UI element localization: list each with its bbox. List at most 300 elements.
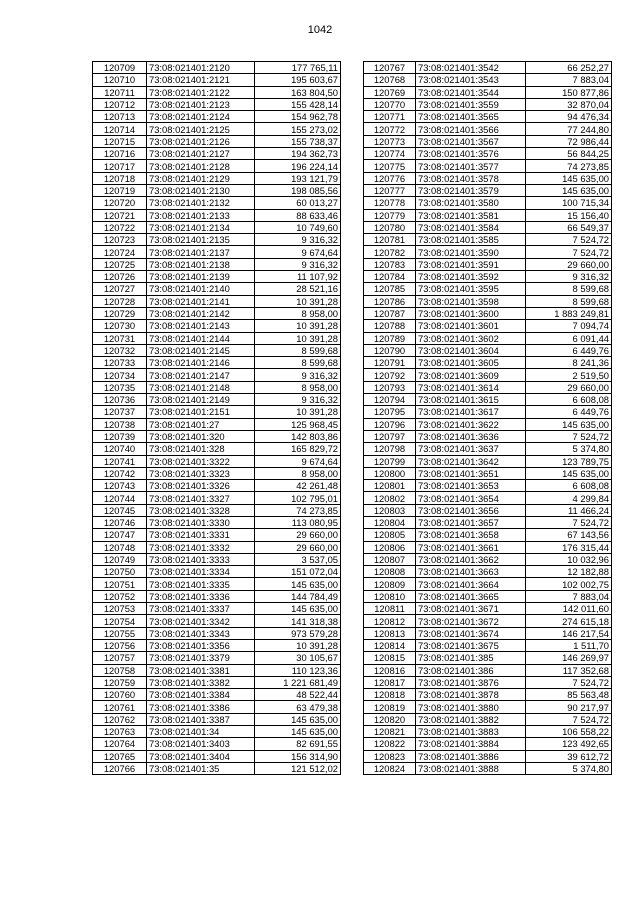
table-row <box>93 123 341 135</box>
cadastral-number-cell: 73:08:021401:2142 <box>147 307 255 319</box>
cadastral-number-cell: 73:08:021401:3601 <box>416 320 526 332</box>
cadastral-number-cell: 73:08:021401:328 <box>147 443 255 455</box>
table-row <box>364 762 612 774</box>
value-cell: 9 316,32 <box>255 234 341 246</box>
value-cell: 2 519,50 <box>526 369 612 381</box>
row-number-cell: 120743 <box>93 480 147 492</box>
cadastral-number-cell: 73:08:021401:2149 <box>147 394 255 406</box>
cadastral-number-cell: 73:08:021401:3886 <box>416 750 526 762</box>
table-row <box>93 480 341 492</box>
cadastral-number-cell: 73:08:021401:3384 <box>147 689 255 701</box>
right-cadastral-table <box>363 61 612 775</box>
cadastral-number-cell: 73:08:021401:2148 <box>147 381 255 393</box>
row-number-cell: 120733 <box>93 357 147 369</box>
cadastral-number-cell: 73:08:021401:3878 <box>416 689 526 701</box>
value-cell: 1 511,70 <box>526 639 612 651</box>
row-number-cell: 120718 <box>93 172 147 184</box>
row-number-cell: 120806 <box>364 541 416 553</box>
cadastral-number-cell: 73:08:021401:3322 <box>147 455 255 467</box>
row-number-cell: 120809 <box>364 578 416 590</box>
table-row <box>364 394 612 406</box>
table-row <box>364 467 612 479</box>
value-cell: 7 524,72 <box>526 234 612 246</box>
cadastral-number-cell: 73:08:021401:3671 <box>416 603 526 615</box>
row-number-cell: 120801 <box>364 480 416 492</box>
table-row <box>364 320 612 332</box>
value-cell: 6 608,08 <box>526 480 612 492</box>
value-cell: 9 316,32 <box>255 369 341 381</box>
row-number-cell: 120777 <box>364 184 416 196</box>
row-number-cell: 120769 <box>364 86 416 98</box>
cadastral-number-cell: 73:08:021401:2128 <box>147 160 255 172</box>
table-row <box>364 332 612 344</box>
table-row <box>93 209 341 221</box>
table-row <box>93 713 341 725</box>
value-cell: 9 674,64 <box>255 455 341 467</box>
cadastral-number-cell: 73:08:021401:3882 <box>416 713 526 725</box>
cadastral-number-cell: 73:08:021401:2134 <box>147 221 255 233</box>
cadastral-number-cell: 73:08:021401:2132 <box>147 197 255 209</box>
cadastral-number-cell: 73:08:021401:34 <box>147 726 255 738</box>
table-row <box>93 689 341 701</box>
row-number-cell: 120770 <box>364 98 416 110</box>
row-number-cell: 120810 <box>364 590 416 602</box>
table-row <box>93 258 341 270</box>
value-cell: 145 635,00 <box>526 172 612 184</box>
cadastral-number-cell: 73:08:021401:3591 <box>416 258 526 270</box>
table-row <box>364 148 612 160</box>
row-number-cell: 120803 <box>364 504 416 516</box>
table-row <box>364 184 612 196</box>
table-row <box>364 406 612 418</box>
value-cell: 5 374,80 <box>526 762 612 774</box>
table-row <box>364 541 612 553</box>
row-number-cell: 120761 <box>93 701 147 713</box>
table-row <box>364 578 612 590</box>
row-number-cell: 120814 <box>364 639 416 651</box>
cadastral-number-cell: 73:08:021401:3578 <box>416 172 526 184</box>
cadastral-number-cell: 73:08:021401:3580 <box>416 197 526 209</box>
value-cell: 7 883,04 <box>526 590 612 602</box>
row-number-cell: 120730 <box>93 320 147 332</box>
row-number-cell: 120755 <box>93 627 147 639</box>
cadastral-number-cell: 73:08:021401:2146 <box>147 357 255 369</box>
value-cell: 29 660,00 <box>255 529 341 541</box>
row-number-cell: 120756 <box>93 639 147 651</box>
table-row <box>93 701 341 713</box>
row-number-cell: 120726 <box>93 271 147 283</box>
row-number-cell: 120822 <box>364 738 416 750</box>
row-number-cell: 120742 <box>93 467 147 479</box>
value-cell: 144 784,49 <box>255 590 341 602</box>
cadastral-number-cell: 73:08:021401:3604 <box>416 344 526 356</box>
value-cell: 151 072,04 <box>255 566 341 578</box>
row-number-cell: 120762 <box>93 713 147 725</box>
left-cadastral-table <box>92 61 341 775</box>
row-number-cell: 120764 <box>93 738 147 750</box>
table-row <box>93 160 341 172</box>
table-row <box>93 246 341 258</box>
table-row <box>364 160 612 172</box>
table-row <box>364 123 612 135</box>
row-number-cell: 120772 <box>364 123 416 135</box>
row-number-cell: 120728 <box>93 295 147 307</box>
cadastral-number-cell: 73:08:021401:3675 <box>416 639 526 651</box>
row-number-cell: 120774 <box>364 148 416 160</box>
value-cell: 125 968,45 <box>255 418 341 430</box>
cadastral-number-cell: 73:08:021401:2129 <box>147 172 255 184</box>
value-cell: 193 121,79 <box>255 172 341 184</box>
table-row <box>93 541 341 553</box>
value-cell: 1 883 249,81 <box>526 307 612 319</box>
table-row <box>364 529 612 541</box>
cadastral-number-cell: 73:08:021401:3543 <box>416 74 526 86</box>
table-row <box>93 750 341 762</box>
table-row <box>93 98 341 110</box>
value-cell: 145 635,00 <box>526 467 612 479</box>
table-row <box>364 750 612 762</box>
row-number-cell: 120789 <box>364 332 416 344</box>
cadastral-number-cell: 73:08:021401:3404 <box>147 750 255 762</box>
table-row <box>93 726 341 738</box>
cadastral-number-cell: 73:08:021401:3567 <box>416 135 526 147</box>
value-cell: 146 269,97 <box>526 652 612 664</box>
table-row <box>93 578 341 590</box>
table-row <box>93 455 341 467</box>
value-cell: 8 599,68 <box>526 295 612 307</box>
cadastral-number-cell: 73:08:021401:2126 <box>147 135 255 147</box>
cadastral-number-cell: 73:08:021401:2139 <box>147 271 255 283</box>
row-number-cell: 120766 <box>93 762 147 774</box>
cadastral-number-cell: 73:08:021401:3387 <box>147 713 255 725</box>
cadastral-number-cell: 73:08:021401:2122 <box>147 86 255 98</box>
row-number-cell: 120787 <box>364 307 416 319</box>
table-row <box>93 394 341 406</box>
value-cell: 82 691,55 <box>255 738 341 750</box>
value-cell: 42 261,48 <box>255 480 341 492</box>
row-number-cell: 120807 <box>364 553 416 565</box>
value-cell: 102 002,75 <box>526 578 612 590</box>
value-cell: 8 958,00 <box>255 381 341 393</box>
cadastral-number-cell: 73:08:021401:3382 <box>147 676 255 688</box>
table-row <box>93 357 341 369</box>
value-cell: 102 795,01 <box>255 492 341 504</box>
cadastral-number-cell: 73:08:021401:3336 <box>147 590 255 602</box>
cadastral-number-cell: 73:08:021401:2130 <box>147 184 255 196</box>
cadastral-number-cell: 73:08:021401:2120 <box>147 62 255 74</box>
value-cell: 7 524,72 <box>526 430 612 442</box>
cadastral-number-cell: 73:08:021401:2127 <box>147 148 255 160</box>
table-row <box>364 98 612 110</box>
row-number-cell: 120778 <box>364 197 416 209</box>
cadastral-number-cell: 73:08:021401:3381 <box>147 664 255 676</box>
cadastral-number-cell: 73:08:021401:3653 <box>416 480 526 492</box>
row-number-cell: 120800 <box>364 467 416 479</box>
value-cell: 6 608,08 <box>526 394 612 406</box>
row-number-cell: 120815 <box>364 652 416 664</box>
table-row <box>364 676 612 688</box>
table-row <box>93 307 341 319</box>
cadastral-number-cell: 73:08:021401:3581 <box>416 209 526 221</box>
row-number-cell: 120720 <box>93 197 147 209</box>
value-cell: 56 844,25 <box>526 148 612 160</box>
cadastral-number-cell: 73:08:021401:2140 <box>147 283 255 295</box>
row-number-cell: 120723 <box>93 234 147 246</box>
row-number-cell: 120811 <box>364 603 416 615</box>
row-number-cell: 120758 <box>93 664 147 676</box>
row-number-cell: 120802 <box>364 492 416 504</box>
cadastral-number-cell: 73:08:021401:3342 <box>147 615 255 627</box>
value-cell: 74 273,85 <box>255 504 341 516</box>
row-number-cell: 120721 <box>93 209 147 221</box>
row-number-cell: 120759 <box>93 676 147 688</box>
table-row <box>364 111 612 123</box>
table-row <box>93 86 341 98</box>
table-row <box>364 443 612 455</box>
value-cell: 142 803,86 <box>255 430 341 442</box>
table-row <box>93 590 341 602</box>
value-cell: 154 962,78 <box>255 111 341 123</box>
row-number-cell: 120734 <box>93 369 147 381</box>
row-number-cell: 120816 <box>364 664 416 676</box>
value-cell: 123 492,65 <box>526 738 612 750</box>
table-row <box>364 62 612 74</box>
row-number-cell: 120804 <box>364 516 416 528</box>
row-number-cell: 120820 <box>364 713 416 725</box>
cadastral-number-cell: 73:08:021401:2145 <box>147 344 255 356</box>
value-cell: 973 579,28 <box>255 627 341 639</box>
cadastral-number-cell: 73:08:021401:2125 <box>147 123 255 135</box>
row-number-cell: 120738 <box>93 418 147 430</box>
value-cell: 74 273,85 <box>526 160 612 172</box>
table-row <box>364 590 612 602</box>
row-number-cell: 120818 <box>364 689 416 701</box>
value-cell: 9 316,32 <box>255 394 341 406</box>
cadastral-number-cell: 73:08:021401:3328 <box>147 504 255 516</box>
table-row <box>93 172 341 184</box>
value-cell: 77 244,80 <box>526 123 612 135</box>
row-number-cell: 120750 <box>93 566 147 578</box>
table-row <box>93 295 341 307</box>
cadastral-number-cell: 73:08:021401:2137 <box>147 246 255 258</box>
row-number-cell: 120716 <box>93 148 147 160</box>
row-number-cell: 120813 <box>364 627 416 639</box>
cadastral-number-cell: 73:08:021401:2147 <box>147 369 255 381</box>
table-row <box>364 283 612 295</box>
value-cell: 117 352,68 <box>526 664 612 676</box>
row-number-cell: 120739 <box>93 430 147 442</box>
value-cell: 145 635,00 <box>255 726 341 738</box>
table-row <box>93 369 341 381</box>
row-number-cell: 120776 <box>364 172 416 184</box>
row-number-cell: 120771 <box>364 111 416 123</box>
cadastral-number-cell: 73:08:021401:3579 <box>416 184 526 196</box>
value-cell: 155 738,37 <box>255 135 341 147</box>
value-cell: 11 466,24 <box>526 504 612 516</box>
row-number-cell: 120791 <box>364 357 416 369</box>
table-row <box>364 418 612 430</box>
table-row <box>93 332 341 344</box>
table-row <box>364 172 612 184</box>
table-row <box>93 418 341 430</box>
table-row <box>93 135 341 147</box>
value-cell: 67 143,56 <box>526 529 612 541</box>
cadastral-number-cell: 73:08:021401:3674 <box>416 627 526 639</box>
cadastral-number-cell: 73:08:021401:3614 <box>416 381 526 393</box>
table-row <box>93 676 341 688</box>
table-row <box>93 492 341 504</box>
cadastral-number-cell: 73:08:021401:3637 <box>416 443 526 455</box>
value-cell: 8 599,68 <box>255 357 341 369</box>
row-number-cell: 120798 <box>364 443 416 455</box>
value-cell: 7 524,72 <box>526 246 612 258</box>
row-number-cell: 120709 <box>93 62 147 74</box>
cadastral-number-cell: 73:08:021401:2138 <box>147 258 255 270</box>
row-number-cell: 120786 <box>364 295 416 307</box>
row-number-cell: 120745 <box>93 504 147 516</box>
row-number-cell: 120785 <box>364 283 416 295</box>
cadastral-number-cell: 73:08:021401:3672 <box>416 615 526 627</box>
row-number-cell: 120794 <box>364 394 416 406</box>
cadastral-number-cell: 73:08:021401:3334 <box>147 566 255 578</box>
cadastral-number-cell: 73:08:021401:386 <box>416 664 526 676</box>
row-number-cell: 120732 <box>93 344 147 356</box>
table-row <box>364 86 612 98</box>
cadastral-number-cell: 73:08:021401:3403 <box>147 738 255 750</box>
value-cell: 29 660,00 <box>255 541 341 553</box>
cadastral-number-cell: 73:08:021401:3600 <box>416 307 526 319</box>
row-number-cell: 120792 <box>364 369 416 381</box>
cadastral-number-cell: 73:08:021401:2151 <box>147 406 255 418</box>
table-row <box>93 762 341 774</box>
row-number-cell: 120712 <box>93 98 147 110</box>
page-number: 1042 <box>307 24 333 36</box>
row-number-cell: 120767 <box>364 62 416 74</box>
value-cell: 4 299,84 <box>526 492 612 504</box>
value-cell: 8 599,68 <box>526 283 612 295</box>
cadastral-number-cell: 73:08:021401:3654 <box>416 492 526 504</box>
cadastral-number-cell: 73:08:021401:2143 <box>147 320 255 332</box>
value-cell: 10 749,60 <box>255 221 341 233</box>
cadastral-number-cell: 73:08:021401:3880 <box>416 701 526 713</box>
table-row <box>93 566 341 578</box>
row-number-cell: 120783 <box>364 258 416 270</box>
cadastral-number-cell: 73:08:021401:3584 <box>416 221 526 233</box>
cadastral-number-cell: 73:08:021401:3332 <box>147 541 255 553</box>
row-number-cell: 120753 <box>93 603 147 615</box>
table-row <box>364 553 612 565</box>
value-cell: 195 603,67 <box>255 74 341 86</box>
row-number-cell: 120735 <box>93 381 147 393</box>
row-number-cell: 120713 <box>93 111 147 123</box>
table-row <box>93 639 341 651</box>
row-number-cell: 120744 <box>93 492 147 504</box>
row-number-cell: 120821 <box>364 726 416 738</box>
cadastral-number-cell: 73:08:021401:3323 <box>147 467 255 479</box>
row-number-cell: 120737 <box>93 406 147 418</box>
cadastral-number-cell: 73:08:021401:3585 <box>416 234 526 246</box>
table-row <box>364 369 612 381</box>
row-number-cell: 120715 <box>93 135 147 147</box>
table-row <box>93 320 341 332</box>
row-number-cell: 120727 <box>93 283 147 295</box>
row-number-cell: 120781 <box>364 234 416 246</box>
row-number-cell: 120746 <box>93 516 147 528</box>
value-cell: 28 521,16 <box>255 283 341 295</box>
row-number-cell: 120775 <box>364 160 416 172</box>
table-row <box>364 381 612 393</box>
table-row <box>364 627 612 639</box>
cadastral-number-cell: 73:08:021401:320 <box>147 430 255 442</box>
cadastral-number-cell: 73:08:021401:3656 <box>416 504 526 516</box>
value-cell: 121 512,02 <box>255 762 341 774</box>
left-table-body <box>93 62 341 775</box>
table-row <box>364 221 612 233</box>
value-cell: 176 315,44 <box>526 541 612 553</box>
table-row <box>93 615 341 627</box>
row-number-cell: 120724 <box>93 246 147 258</box>
table-row <box>93 344 341 356</box>
table-row <box>93 197 341 209</box>
table-row <box>364 480 612 492</box>
value-cell: 110 123,36 <box>255 664 341 676</box>
cadastral-number-cell: 73:08:021401:3559 <box>416 98 526 110</box>
value-cell: 145 635,00 <box>255 713 341 725</box>
value-cell: 198 085,56 <box>255 184 341 196</box>
value-cell: 113 080,95 <box>255 516 341 528</box>
cadastral-number-cell: 73:08:021401:2124 <box>147 111 255 123</box>
cadastral-number-cell: 73:08:021401:3642 <box>416 455 526 467</box>
row-number-cell: 120752 <box>93 590 147 602</box>
cadastral-number-cell: 73:08:021401:3615 <box>416 394 526 406</box>
table-row <box>93 74 341 86</box>
cadastral-number-cell: 73:08:021401:3622 <box>416 418 526 430</box>
row-number-cell: 120795 <box>364 406 416 418</box>
row-number-cell: 120784 <box>364 271 416 283</box>
value-cell: 155 428,14 <box>255 98 341 110</box>
table-row <box>93 111 341 123</box>
value-cell: 88 633,46 <box>255 209 341 221</box>
value-cell: 11 107,92 <box>255 271 341 283</box>
row-number-cell: 120805 <box>364 529 416 541</box>
value-cell: 8 599,68 <box>255 344 341 356</box>
table-row <box>93 603 341 615</box>
value-cell: 7 883,04 <box>526 74 612 86</box>
table-row <box>364 357 612 369</box>
cadastral-number-cell: 73:08:021401:2133 <box>147 209 255 221</box>
value-cell: 10 391,28 <box>255 332 341 344</box>
cadastral-number-cell: 73:08:021401:3617 <box>416 406 526 418</box>
row-number-cell: 120797 <box>364 430 416 442</box>
value-cell: 39 612,72 <box>526 750 612 762</box>
table-row <box>93 148 341 160</box>
value-cell: 66 549,37 <box>526 221 612 233</box>
table-row <box>93 529 341 541</box>
value-cell: 8 958,00 <box>255 307 341 319</box>
cadastral-number-cell: 73:08:021401:3876 <box>416 676 526 688</box>
value-cell: 66 252,27 <box>526 62 612 74</box>
row-number-cell: 120768 <box>364 74 416 86</box>
row-number-cell: 120741 <box>93 455 147 467</box>
cadastral-number-cell: 73:08:021401:2135 <box>147 234 255 246</box>
cadastral-number-cell: 73:08:021401:3883 <box>416 726 526 738</box>
value-cell: 63 479,38 <box>255 701 341 713</box>
table-row <box>364 504 612 516</box>
value-cell: 142 011,60 <box>526 603 612 615</box>
row-number-cell: 120714 <box>93 123 147 135</box>
row-number-cell: 120749 <box>93 553 147 565</box>
table-row <box>364 209 612 221</box>
